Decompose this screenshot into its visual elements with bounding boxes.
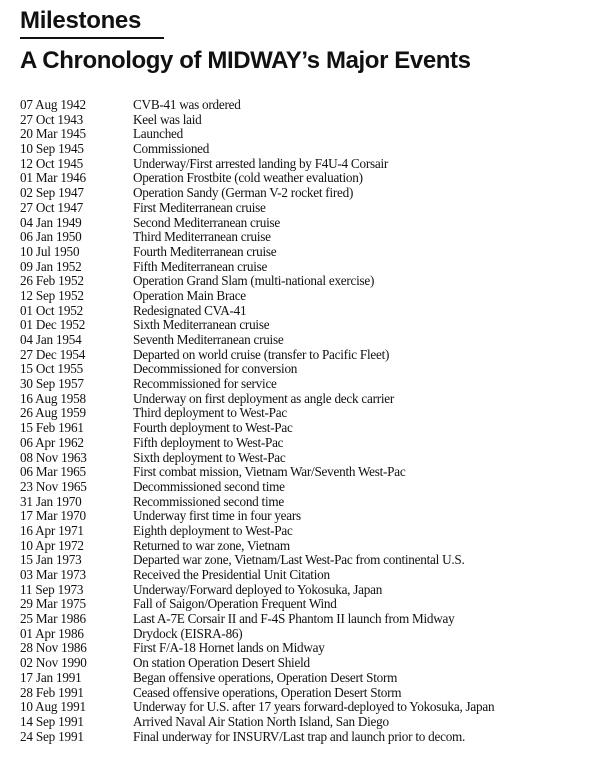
- event-date: 16 Aug 1958: [20, 390, 86, 406]
- event-description: Drydock (EISRA-86): [133, 626, 243, 641]
- event-date: 17 Jan 1991: [20, 669, 82, 685]
- chronology-row: [20, 113, 590, 128]
- event-description: Recommissioned for service: [133, 377, 277, 392]
- chronology-row: [20, 612, 590, 627]
- event-date: 02 Sep 1947: [20, 185, 84, 201]
- event-date: 29 Mar 1975: [20, 596, 86, 612]
- chronology-row: [20, 157, 590, 172]
- event-date: 12 Sep 1952: [20, 287, 84, 303]
- section-title: Milestones: [20, 7, 142, 34]
- event-description: Underway/First arrested landing by F4U-4 Corsair: [133, 156, 388, 171]
- event-date: 10 Sep 1945: [20, 141, 84, 157]
- event-description: Arrived Naval Air Station North Island, San Diego: [133, 714, 389, 729]
- event-description: Fourth deployment to West-Pac: [133, 421, 293, 436]
- event-description: Decommissioned for conversion: [133, 362, 298, 377]
- event-description: Recommissioned second time: [133, 494, 284, 509]
- chronology-row: [20, 627, 590, 642]
- event-description: Last A-7E Corsair II and F-4S Phantom II launch from Midway: [133, 612, 455, 627]
- event-description: Departed war zone, Vietnam/Last West-Pac from continental U.S.: [133, 553, 465, 568]
- event-description: Began offensive operations, Operation Desert Storm: [133, 670, 398, 685]
- chronology-row: [20, 421, 590, 436]
- chronology-row: [20, 201, 590, 216]
- chronology-row: [20, 406, 590, 421]
- chronology-row: [20, 656, 590, 671]
- event-description: Third Mediterranean cruise: [133, 230, 271, 245]
- chronology-row: [20, 377, 590, 392]
- chronology-row: [20, 348, 590, 363]
- event-date: 08 Nov 1963: [20, 449, 87, 465]
- event-description: Commissioned: [133, 142, 210, 157]
- event-description: On station Operation Desert Shield: [133, 656, 310, 671]
- event-date: 20 Mar 1945: [20, 126, 86, 142]
- chronology-list: [20, 98, 590, 744]
- event-description: Sixth deployment to West-Pac: [133, 450, 286, 465]
- event-description: Decommissioned second time: [133, 479, 285, 494]
- chronology-row: [20, 230, 590, 245]
- chronology-row: [20, 171, 590, 186]
- event-description: Operation Sandy (German V-2 rocket fired): [133, 186, 354, 201]
- event-description: Fall of Saigon/Operation Frequent Wind: [133, 597, 337, 612]
- event-date: 01 Mar 1946: [20, 170, 86, 186]
- chronology-row: [20, 465, 590, 480]
- event-description: Seventh Mediterranean cruise: [133, 333, 284, 347]
- event-date: 01 Oct 1952: [20, 302, 83, 318]
- event-date: 26 Feb 1952: [20, 273, 84, 289]
- event-date: 06 Mar 1965: [20, 464, 86, 480]
- event-date: 02 Nov 1990: [20, 655, 87, 671]
- event-date: 09 Jan 1952: [20, 258, 82, 274]
- event-description: Sixth Mediterranean cruise: [133, 318, 270, 333]
- event-description: Returned to war zone, Vietnam: [133, 538, 290, 553]
- event-date: 06 Jan 1950: [20, 229, 82, 245]
- event-date: 07 Aug 1942: [20, 97, 86, 112]
- event-date: 27 Oct 1947: [20, 199, 83, 215]
- chronology-row: [20, 333, 590, 348]
- event-description: Third deployment to West-Pac: [133, 406, 287, 421]
- event-date: 28 Nov 1986: [20, 640, 87, 656]
- event-date: 11 Sep 1973: [20, 581, 84, 597]
- chronology-row: [20, 289, 590, 304]
- chronology-row: [20, 392, 590, 407]
- event-date: 24 Sep 1991: [20, 728, 84, 744]
- chronology-row: [20, 700, 590, 715]
- chronology-row: [20, 671, 590, 686]
- chronology-row: [20, 524, 590, 539]
- event-description: Underway on first deployment as angle deck carrier: [133, 391, 395, 406]
- event-date: 31 Jan 1970: [20, 493, 82, 509]
- chronology-row: [20, 495, 590, 510]
- event-date: 15 Oct 1955: [20, 361, 83, 377]
- chronology-row: [20, 98, 590, 113]
- event-date: 12 Oct 1945: [20, 155, 83, 171]
- section-title-underline: [20, 37, 164, 39]
- chronology-row: [20, 568, 590, 583]
- event-description: Underway/Forward deployed to Yokosuka, Japan: [133, 582, 383, 597]
- event-description: Launched: [133, 127, 183, 142]
- event-description: Operation Main Brace: [133, 288, 246, 303]
- event-date: 03 Mar 1973: [20, 567, 86, 582]
- event-date: 15 Jan 1973: [20, 552, 82, 568]
- event-date: 10 Aug 1991: [20, 699, 86, 715]
- chronology-row: [20, 304, 590, 319]
- chronology-row: [20, 318, 590, 333]
- chronology-row: [20, 127, 590, 142]
- chronology-row: [20, 480, 590, 495]
- event-description: Underway first time in four years: [133, 509, 301, 524]
- event-description: Ceased offensive operations, Operation Desert Storm: [133, 685, 402, 700]
- event-date: 15 Feb 1961: [20, 420, 84, 436]
- event-description: Departed on world cruise (transfer to Pacific Fleet): [133, 347, 390, 362]
- chronology-row: [20, 597, 590, 612]
- chronology-row: [20, 245, 590, 260]
- event-date: 23 Nov 1965: [20, 478, 87, 494]
- event-date: 30 Sep 1957: [20, 376, 84, 392]
- event-date: 26 Aug 1959: [20, 405, 86, 421]
- event-description: Keel was laid: [133, 112, 202, 127]
- event-description: Second Mediterranean cruise: [133, 215, 281, 230]
- chronology-row: [20, 362, 590, 377]
- chronology-row: [20, 539, 590, 554]
- chronology-row: [20, 509, 590, 524]
- chronology-row: [20, 451, 590, 466]
- chronology-row: [20, 216, 590, 231]
- event-date: 27 Oct 1943: [20, 111, 83, 127]
- page-title: A Chronology of MIDWAY’s Major Events: [20, 47, 471, 74]
- event-description: Fifth deployment to West-Pac: [133, 435, 284, 450]
- event-description: Fifth Mediterranean cruise: [133, 259, 268, 274]
- event-description: First combat mission, Vietnam War/Seventh West-Pac: [133, 465, 406, 480]
- event-date: 06 Apr 1962: [20, 434, 84, 450]
- chronology-row: [20, 274, 590, 289]
- chronology-row: [20, 436, 590, 451]
- chronology-row: [20, 641, 590, 656]
- event-date: 01 Dec 1952: [20, 317, 86, 333]
- event-description: CVB-41 was ordered: [133, 98, 241, 112]
- event-date: 17 Mar 1970: [20, 508, 86, 524]
- event-date: 10 Apr 1972: [20, 537, 84, 553]
- chronology-row: [20, 686, 590, 701]
- event-description: First F/A-18 Hornet lands on Midway: [133, 641, 325, 656]
- chronology-row: [20, 715, 590, 730]
- event-date: 04 Jan 1949: [20, 214, 82, 230]
- chronology-row: [20, 186, 590, 201]
- chronology-row: [20, 730, 590, 745]
- event-description: Fourth Mediterranean cruise: [133, 244, 277, 259]
- event-description: Underway for U.S. after 17 years forward-deployed to Yokosuka, Japan: [133, 700, 495, 715]
- event-date: 10 Jul 1950: [20, 243, 80, 259]
- event-date: 16 Apr 1971: [20, 522, 84, 538]
- chronology-row: [20, 583, 590, 598]
- event-date: 04 Jan 1954: [20, 332, 82, 347]
- event-description: Operation Frostbite (cold weather evaluation): [133, 171, 363, 186]
- event-description: Redesignated CVA-41: [133, 303, 247, 318]
- event-date: 27 Dec 1954: [20, 346, 86, 362]
- event-description: Operation Grand Slam (multi-national exercise): [133, 274, 375, 289]
- event-description: First Mediterranean cruise: [133, 200, 266, 215]
- event-date: 25 Mar 1986: [20, 611, 86, 627]
- event-description: Received the Presidential Unit Citation: [133, 568, 330, 582]
- event-description: Eighth deployment to West-Pac: [133, 523, 293, 538]
- chronology-row: [20, 553, 590, 568]
- chronology-row: [20, 142, 590, 157]
- event-description: Final underway for INSURV/Last trap and launch prior to decom.: [133, 729, 466, 744]
- event-date: 01 Apr 1986: [20, 625, 84, 641]
- event-date: 28 Feb 1991: [20, 684, 84, 700]
- chronology-row: [20, 260, 590, 275]
- event-date: 14 Sep 1991: [20, 713, 84, 729]
